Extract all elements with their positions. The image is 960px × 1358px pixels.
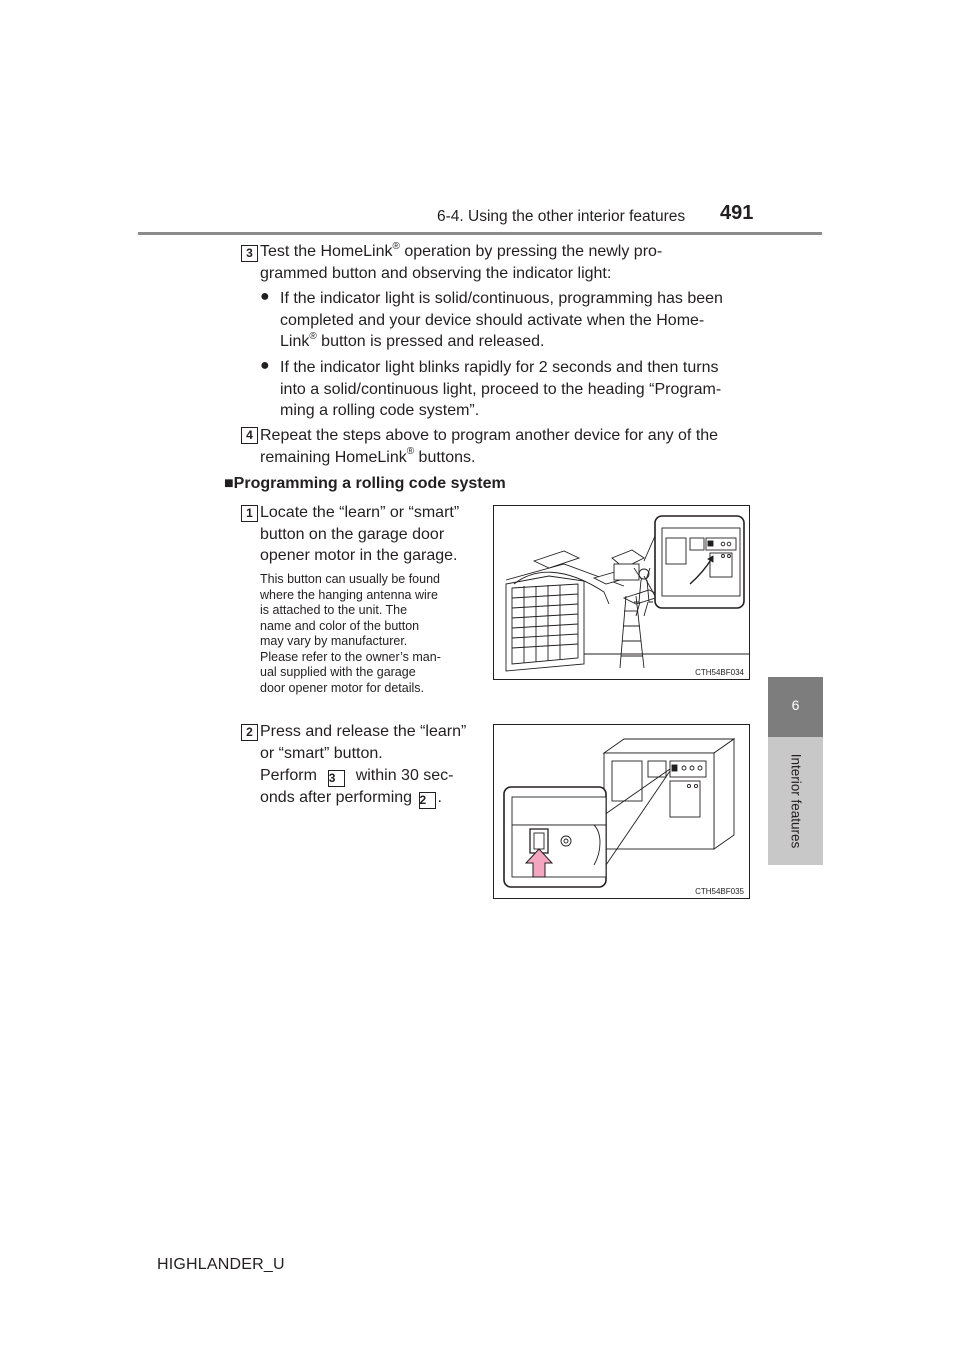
- bullet-1: ●: [260, 288, 270, 305]
- chapter-title-text: Interior features: [788, 753, 803, 849]
- step3-line1: Test the HomeLink® operation by pressing the newly pro-: [260, 240, 663, 260]
- bullet-2: ●: [260, 357, 270, 374]
- rolling-step-badge-2: 2: [241, 724, 258, 741]
- bullet-1-text: If the indicator light is solid/continuous, programming has been completed and your device should activate when the Home- Link® button is pressed and released.: [280, 290, 723, 350]
- page-number: 491: [720, 202, 754, 224]
- header-rule: [138, 232, 822, 235]
- section-heading: ■Programming a rolling code system: [224, 475, 506, 492]
- step4-text: Repeat the steps above to program another device for any of the remaining HomeLink® buttons.: [260, 427, 719, 466]
- rolling-step2-text: Press and release the “learn” or “smart” button. Perform 3 within 30 sec- onds after performing 2 .: [260, 723, 467, 807]
- step-badge-3: 3: [241, 245, 258, 262]
- rolling-step1-note: This button can usually be found where the hanging antenna wire is attached to the unit. The name and color of the button may vary by manufacturer. Please refer to the owner’s man- ual supplied with the garage door opener motor for details.: [260, 572, 441, 695]
- footer-model: HIGHLANDER_U: [157, 1256, 285, 1273]
- ref-step-3: 3: [328, 770, 345, 787]
- garage-illustration: [494, 506, 750, 680]
- figure-garage-opener: [493, 505, 750, 680]
- chapter-title: [767, 740, 824, 862]
- bullet-2-text: If the indicator light blinks rapidly for 2 seconds and then turns into a solid/continuous light, proceed to the heading “Program- ming a rolling code system”.: [280, 359, 722, 419]
- rolling-step-badge-1: 1: [241, 505, 258, 522]
- heading-square-icon: ■: [224, 475, 234, 492]
- ref-step-2: 2: [419, 792, 436, 809]
- chapter-number: 6: [791, 697, 800, 713]
- step3-line2: grammed button and observing the indicator light:: [260, 264, 612, 282]
- learn-button-illustration: [494, 725, 750, 899]
- rolling-step1-text: Locate the “learn” or “smart” button on the garage door opener motor in the garage.: [260, 504, 460, 564]
- figure-learn-button: [493, 724, 750, 899]
- running-header: 6-4. Using the other interior features: [437, 208, 686, 225]
- figure-code-2: CTH54BF035: [695, 887, 744, 896]
- step-badge-4: 4: [241, 427, 258, 444]
- figure-code-1: CTH54BF034: [695, 668, 744, 677]
- step3-text: [260, 241, 744, 284]
